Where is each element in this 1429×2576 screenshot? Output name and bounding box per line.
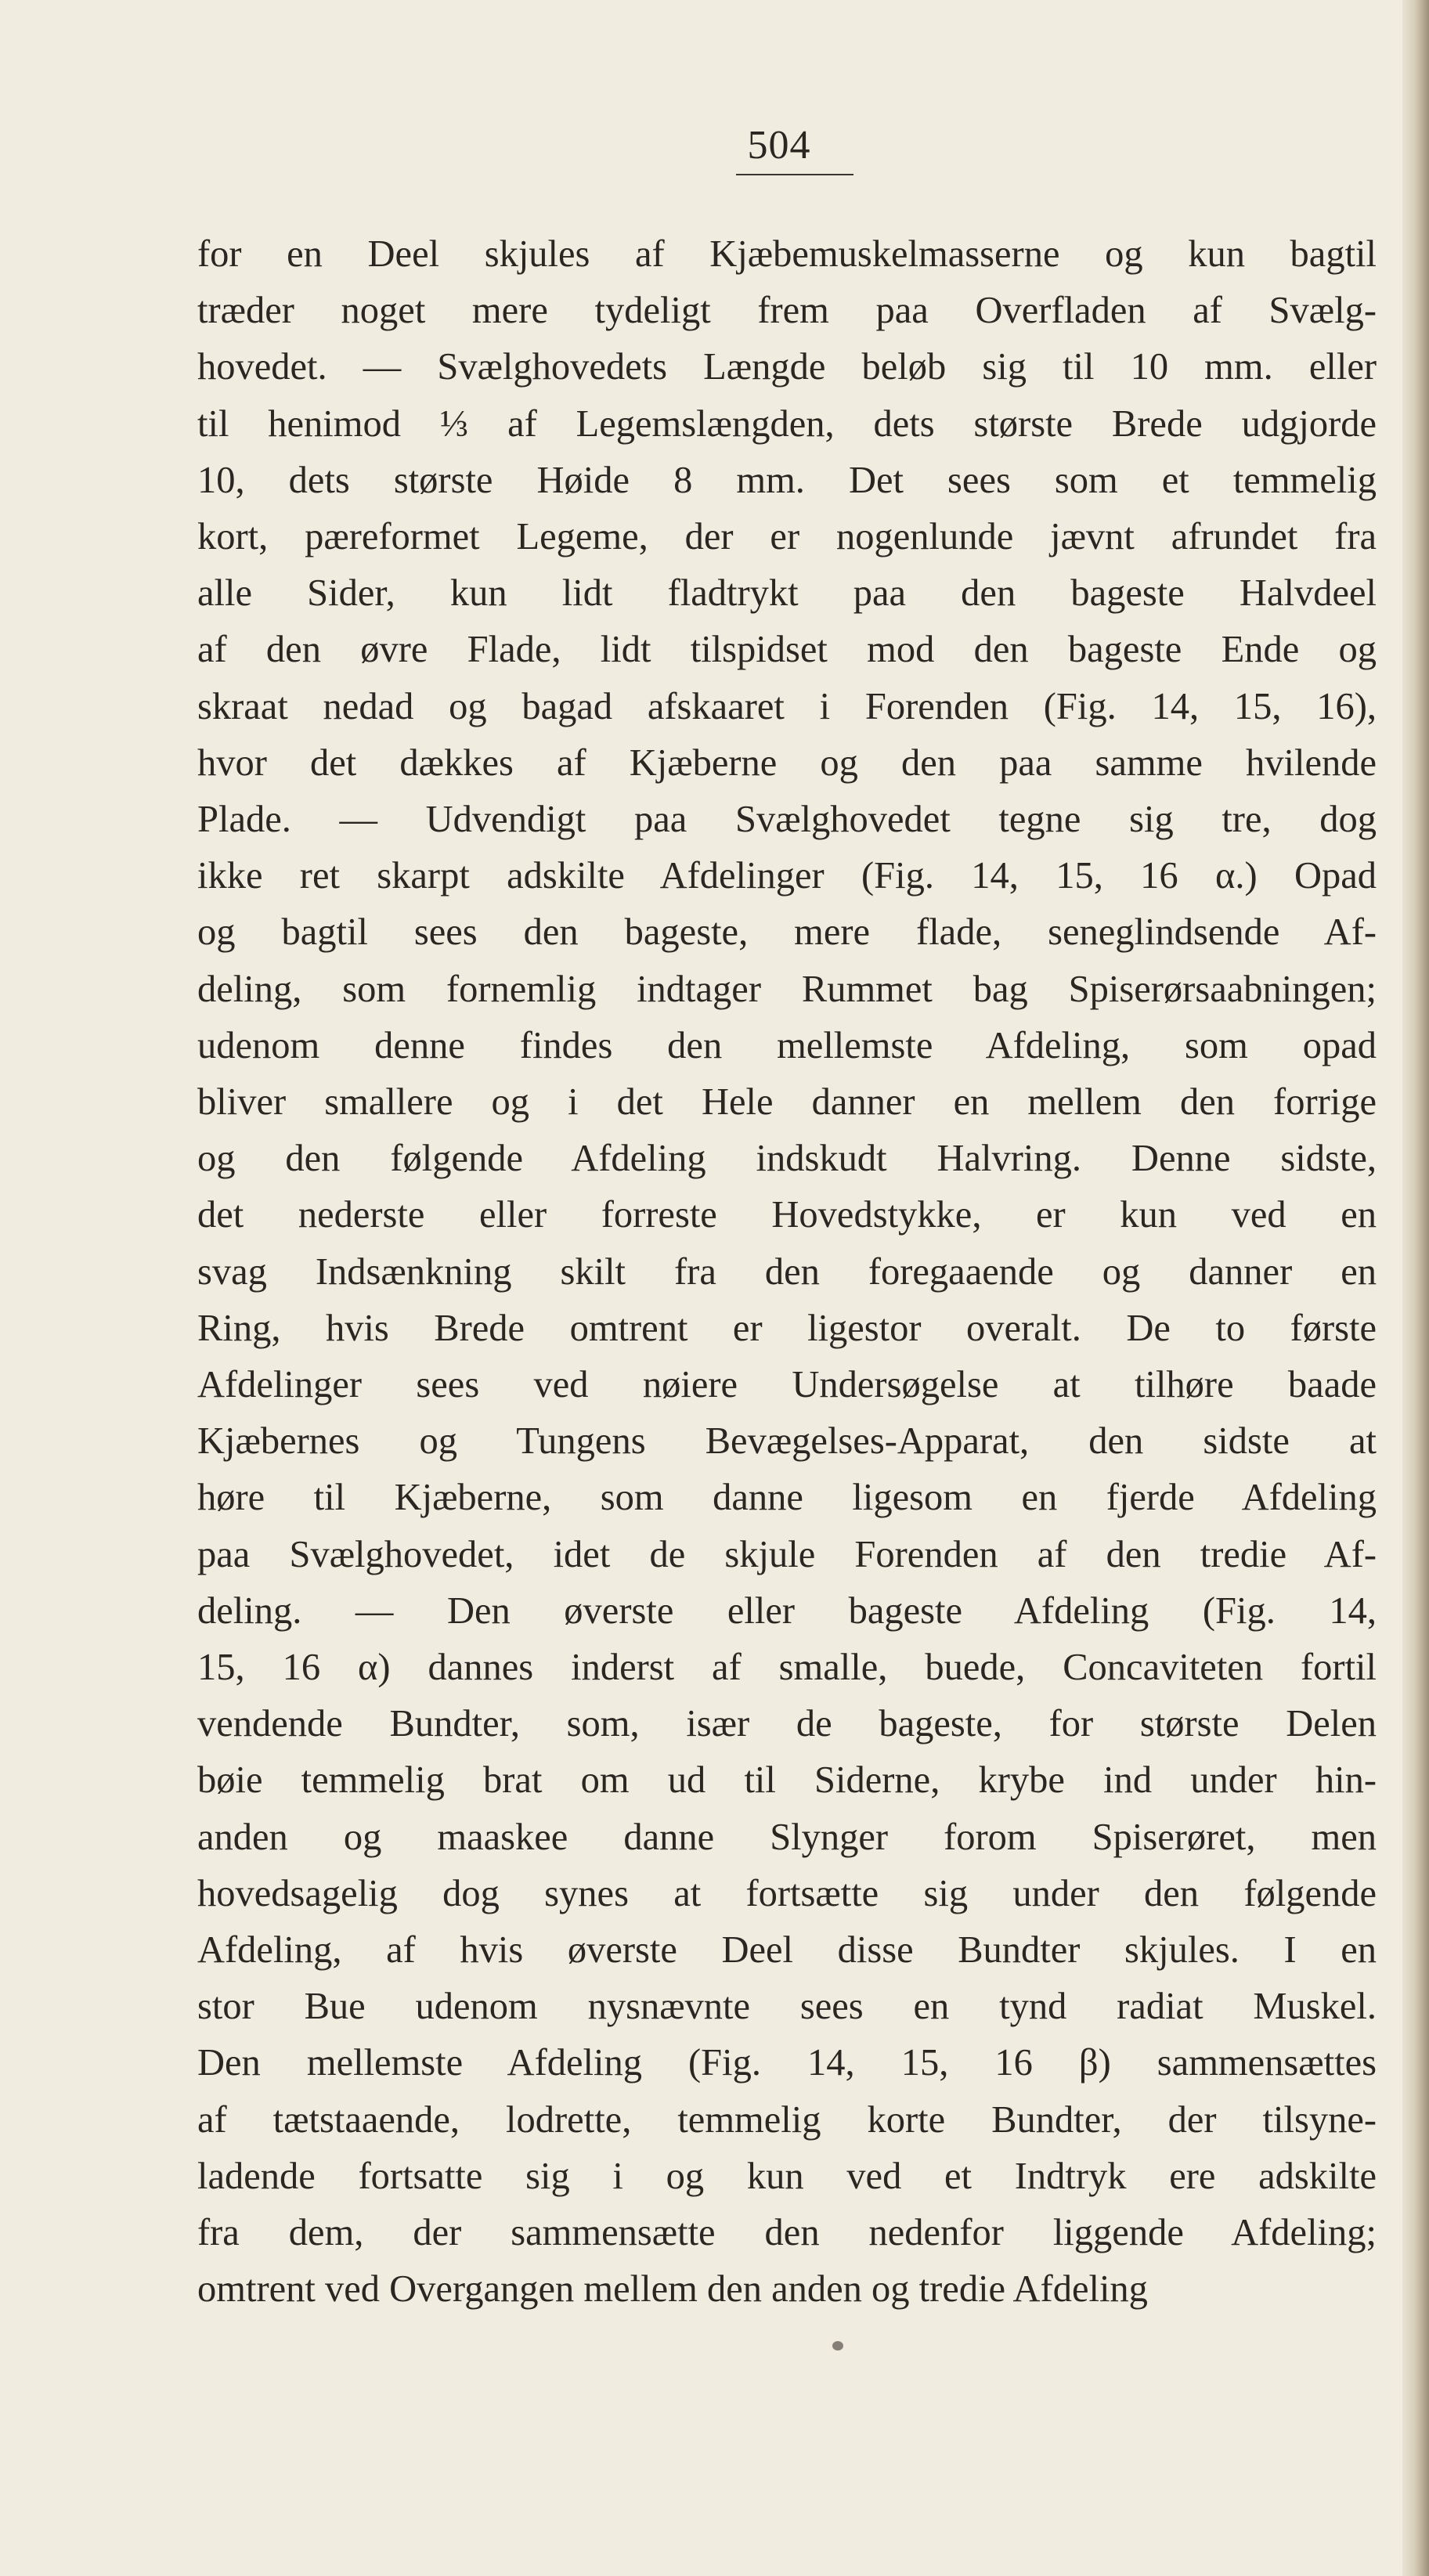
text-line: Afdelinger sees ved nøiere Undersøgelse at tilhøre baade xyxy=(197,1364,1377,1405)
text-line: omtrent ved Overgangen mellem den anden og tredie Afdeling xyxy=(197,2268,1148,2310)
page-edge-shadow xyxy=(1402,0,1429,2576)
text-line: for en Deel skjules af Kjæbemuskelmasserne og kun bagtil xyxy=(197,233,1377,275)
text-line: bliver smallere og i det Hele danner en mellem den forrige xyxy=(197,1081,1377,1123)
text-line: Ring, hvis Brede omtrent er ligestor overalt. De to første xyxy=(197,1308,1377,1349)
text-line: stor Bue udenom nysnævnte sees en tynd radiat Muskel. xyxy=(197,1986,1377,2027)
text-line: hovedsagelig dog synes at fortsætte sig under den følgende xyxy=(197,1873,1377,1914)
page-number: 504 xyxy=(747,123,811,168)
text-line: af den øvre Flade, lidt tilspidset mod den bageste Ende og xyxy=(197,629,1377,670)
text-line: kort, pæreformet Legeme, der er nogenlunde jævnt afrundet fra xyxy=(197,516,1377,557)
text-line: vendende Bundter, som, især de bageste, for største Delen xyxy=(197,1703,1377,1744)
text-line: 15, 16 α) dannes inderst af smalle, buede, Concaviteten fortil xyxy=(197,1647,1377,1688)
text-line: til henimod ⅓ af Legemslængden, dets største Brede udgjorde xyxy=(197,403,1377,445)
text-line: fra dem, der sammensætte den nedenfor liggende Afdeling; xyxy=(197,2212,1377,2253)
text-line: hovedet. — Svælghovedets Længde beløb sig til 10 mm. eller xyxy=(197,346,1377,388)
ink-smudge xyxy=(832,2341,843,2351)
text-line: det nederste eller forreste Hovedstykke, er kun ved en xyxy=(197,1194,1377,1236)
text-line: træder noget mere tydeligt frem paa Overfladen af Svælg- xyxy=(197,290,1377,331)
text-line: høre til Kjæberne, som danne ligesom en fjerde Afdeling xyxy=(197,1477,1377,1518)
text-line: udenom denne findes den mellemste Afdeling, som opad xyxy=(197,1025,1377,1066)
text-line: deling. — Den øverste eller bageste Afdeling (Fig. 14, xyxy=(197,1590,1377,1632)
text-line: ikke ret skarpt adskilte Afdelinger (Fig. 14, 15, 16 α.) Opad xyxy=(197,855,1377,897)
text-line: hvor det dækkes af Kjæberne og den paa samme hvilende xyxy=(197,742,1377,784)
text-line: skraat nedad og bagad afskaaret i Forenden (Fig. 14, 15, 16), xyxy=(197,686,1377,727)
text-line: af tætstaaende, lodrette, temmelig korte Bundter, der tilsyne- xyxy=(197,2099,1377,2141)
text-line: Kjæbernes og Tungens Bevægelses-Apparat, den sidste at xyxy=(197,1420,1377,1462)
text-line: anden og maaskee danne Slynger forom Spiserøret, men xyxy=(197,1817,1377,1858)
text-line: og bagtil sees den bageste, mere flade, seneglindsende Af- xyxy=(197,911,1377,953)
text-line: Afdeling, af hvis øverste Deel disse Bundter skjules. I en xyxy=(197,1929,1377,1971)
text-line: Den mellemste Afdeling (Fig. 14, 15, 16 β) sammensættes xyxy=(197,2042,1377,2084)
text-line: paa Svælghovedet, idet de skjule Forenden af den tredie Af- xyxy=(197,1534,1377,1575)
text-line: ladende fortsatte sig i og kun ved et Indtryk ere adskilte xyxy=(197,2156,1377,2197)
text-line: deling, som fornemlig indtager Rummet bag Spiserørsaabningen; xyxy=(197,969,1377,1010)
text-line: og den følgende Afdeling indskudt Halvring. Denne sidste, xyxy=(197,1138,1377,1179)
text-line: svag Indsænkning skilt fra den foregaaende og danner en xyxy=(197,1251,1377,1293)
text-line: 10, dets største Høide 8 mm. Det sees som et temmelig xyxy=(197,460,1377,501)
text-line: bøie temmelig brat om ud til Siderne, krybe ind under hin- xyxy=(197,1759,1377,1801)
text-line: alle Sider, kun lidt fladtrykt paa den bageste Halvdeel xyxy=(197,572,1377,614)
page-number-underline xyxy=(736,174,853,175)
text-line: Plade. — Udvendigt paa Svælghovedet tegne sig tre, dog xyxy=(197,799,1377,840)
